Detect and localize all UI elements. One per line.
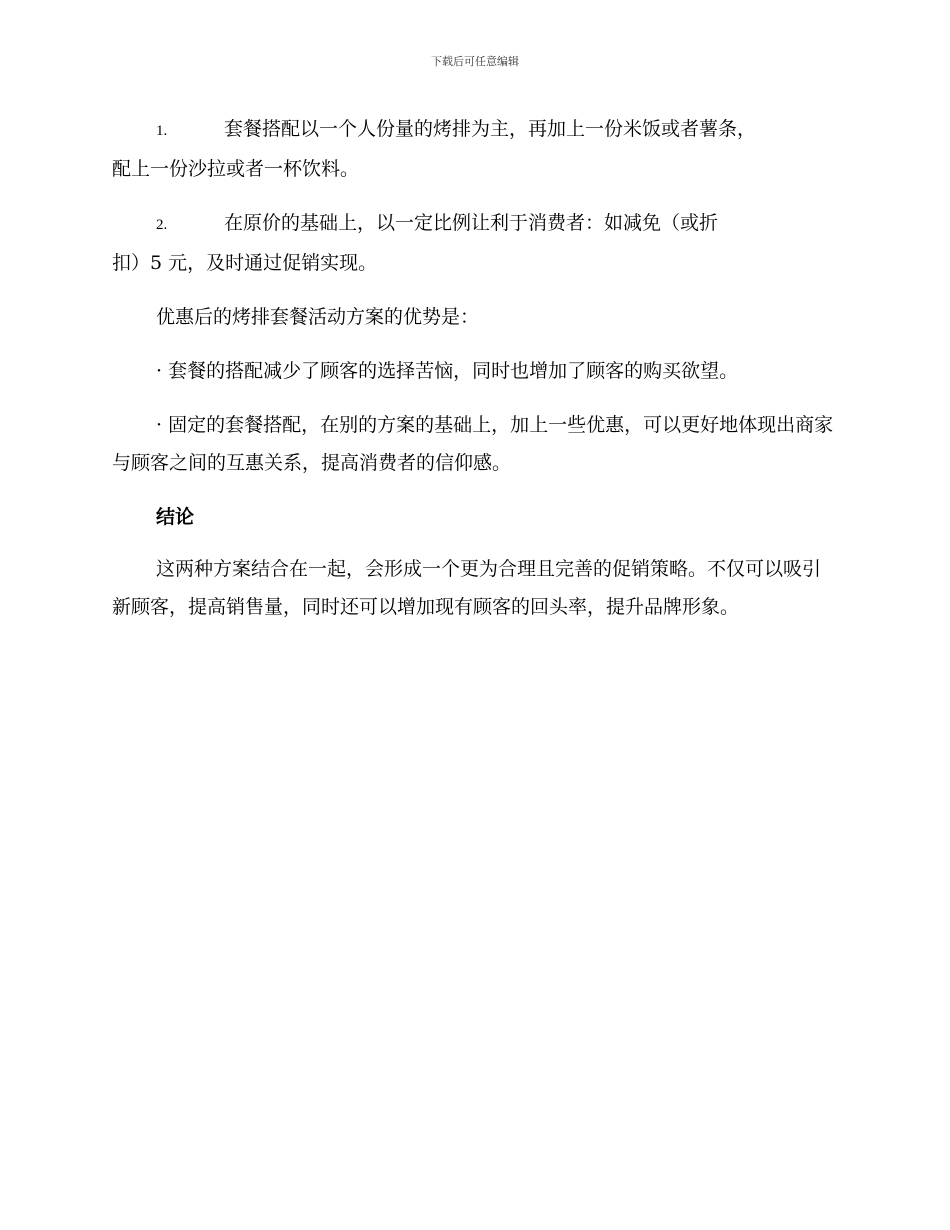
item-text-continuation: 配上一份沙拉或者一杯饮料。: [112, 158, 360, 180]
numbered-item-2: [112, 204, 834, 282]
bullet-item: · 固定的套餐搭配，在别的方案的基础上，加上一些优惠，可以更好地体现出商家与顾客之间的互惠关系，提高消费者的信仰感。: [112, 414, 834, 474]
item-text: 在原价的基础上，以一定比例让利于消费者：如减免（或折: [224, 212, 719, 234]
item-text-continuation: 扣）5 元，及时通过促销实现。: [112, 252, 378, 274]
bullet-item: · 套餐的搭配减少了顾客的选择苦恼，同时也增加了顾客的购买欲望。: [156, 360, 739, 382]
item-number: 1.: [156, 123, 168, 139]
item-text: 套餐搭配以一个人份量的烤排为主，再加上一份米饭或者薯条，: [224, 118, 757, 140]
document-body: [112, 110, 834, 642]
numbered-item-1-first-line: [112, 110, 834, 150]
page-header: 下载后可任意编辑: [431, 55, 519, 68]
numbered-item-1: [112, 110, 834, 188]
conclusion-paragraph: 这两种方案结合在一起，会形成一个更为合理且完善的促销策略。不仅可以吸引新顾客，提高销售量，同时还可以增加现有顾客的回头率，提升品牌形象。: [112, 558, 822, 618]
numbered-item-2-first-line: [112, 204, 834, 244]
advantages-intro: 优惠后的烤排套餐活动方案的优势是：: [156, 306, 480, 328]
section-heading-conclusion: 结论: [156, 506, 195, 528]
item-number: 2.: [156, 217, 168, 233]
